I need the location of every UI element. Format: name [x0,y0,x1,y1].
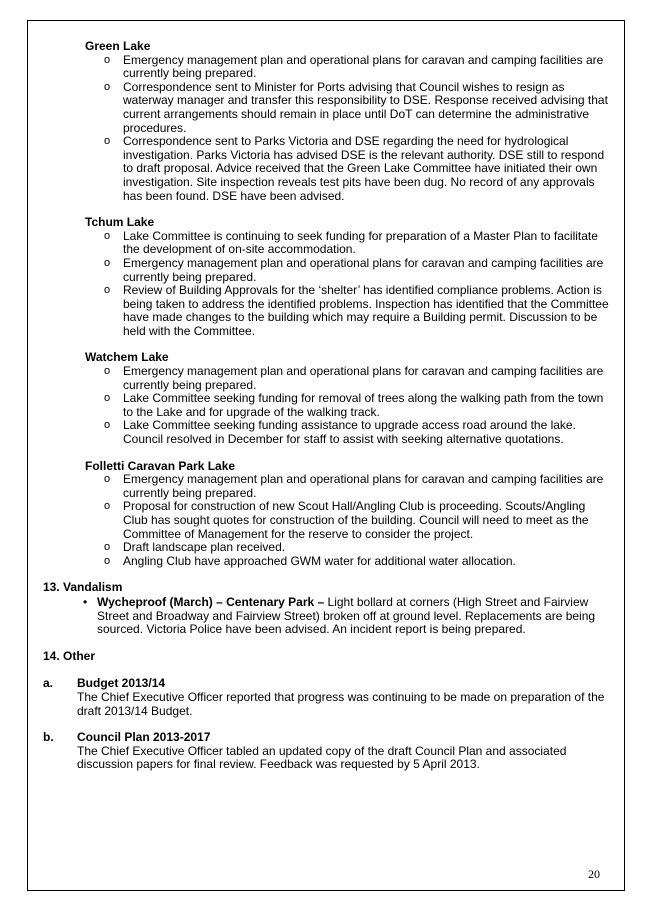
document-body [43,39,611,785]
subsection-text: The Chief Executive Officer tabled an updated copy of the draft Council Plan and associated discussion papers for final review. Feedback was requested by 5 April 2013. [77,743,567,772]
section-title: Green Lake [85,39,151,53]
bullet-icon: • [83,594,88,609]
list-item: o Emergency management plan and operational plans for caravan and camping facilities are currently being prepared. [85,54,611,81]
list-item: o Correspondence sent to Parks Victoria and DSE regarding the need for hydrological investigation. Parks Victoria has advised DSE is the relevant authority. DSE still to respond to draft proposal. Advice received that the Green Lake Committee have initiated their own investigation. Site inspection reveals test pits have been dug. No record of any approvals has been found. DSE have been advised. [85,135,611,203]
list-item: o Lake Committee seeking funding assistance to upgrade access road around the lake. Council resolved in December for staff to assist with seeking alternative quotations. [85,419,611,446]
list-item: o Correspondence sent to Minister for Ports advising that Council wishes to resign as waterway manager and transfer this responsibility to DSE. Response received advising that current arrangements should remain in place until DoT can determine the administrative procedures. [85,81,611,135]
section-tchum-lake [85,216,611,338]
subsection-label: b. [43,730,54,745]
section-heading: 14. Other [43,648,96,663]
item-list [85,54,611,204]
section-other [43,650,611,772]
page-number: 20 [588,867,600,881]
list-item: o Lake Committee is continuing to seek funding for preparation of a Master Plan to facilitate the development of on-site accommodation. [85,230,611,257]
section-watchem-lake [85,351,611,446]
list-item: o Review of Building Approvals for the ‘shelter’ has identified compliance problems. Action is being taken to address the identified problems. Inspection has identified that the Committee have made changes to the building which may require a Building permit. Discussion to be held with the Committee. [85,284,611,338]
item-list [85,473,611,568]
section-heading: 13. Vandalism [43,580,123,595]
subsection-text: The Chief Executive Officer reported that progress was continuing to be made on preparation of the draft 2013/14 Budget. [77,689,605,718]
list-item: o Emergency management plan and operational plans for caravan and camping facilities are currently being prepared. [85,365,611,392]
section-green-lake [85,40,611,203]
list-item [43,596,611,637]
section-title: Tchum Lake [85,215,155,230]
subsection-heading [43,731,611,745]
incident-title: Wycheproof (March) – Centenary Park – [97,594,325,609]
section-folletti-caravan-park-lake [85,460,611,569]
list-item: o Lake Committee seeking funding for removal of trees along the walking path from the town to the Lake and for upgrade of the walking track. [85,392,611,419]
item-list [85,230,611,339]
item-list [85,365,611,447]
subsection-title: Council Plan 2013-2017 [77,730,211,745]
list-item: o Proposal for construction of new Scout Hall/Angling Club is proceeding. Scouts/Angling Club has sought quotes for construction of the building. Council will need to meet as the Committee of Management for the reserve to consider the project. [85,500,611,541]
section-title: Watchem Lake [85,350,169,365]
list-item: o Emergency management plan and operational plans for caravan and camping facilities are currently being prepared. [85,257,611,284]
list-item: o Angling Club have approached GWM water for additional water allocation. [85,555,611,569]
subsection-title: Budget 2013/14 [77,676,166,691]
section-vandalism [43,581,611,636]
subsection-heading [43,677,611,691]
list-item: o Emergency management plan and operational plans for caravan and camping facilities are currently being prepared. [85,473,611,500]
incident-text: Light bollard at corners (High Street and Fairview Street and Broadway and Fairview Street) broken off at ground level. Replacements are being sourced. Victoria Police have been advised. An incident report is being prepared. [97,594,596,637]
section-title: Folletti Caravan Park Lake [85,458,236,473]
subsection-label: a. [43,676,54,691]
subsection-council-plan [43,731,611,772]
list-item: o Draft landscape plan received. [85,541,611,555]
subsection-budget [43,677,611,718]
